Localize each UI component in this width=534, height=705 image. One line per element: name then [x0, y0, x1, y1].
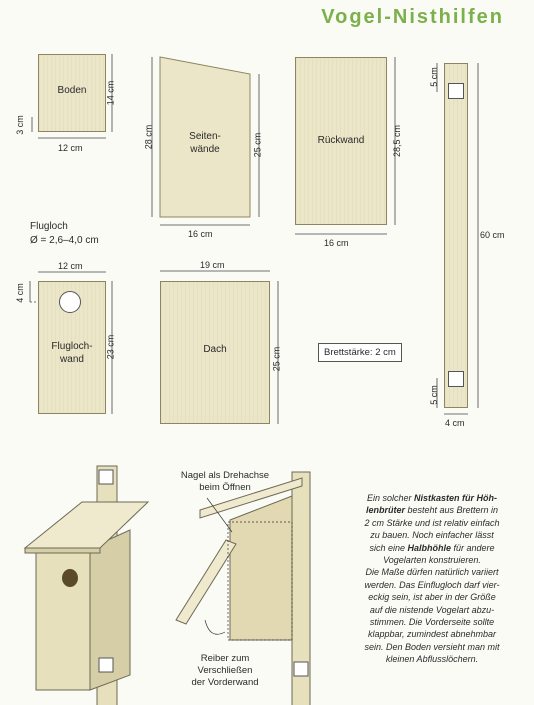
flugloch-hole-dim: 4 cm	[14, 283, 25, 303]
reiber-note-3: der Vorderwand	[191, 677, 259, 688]
seitenwand-width-dim: 16 cm	[188, 229, 213, 239]
rueckwand-width-dim: 16 cm	[324, 238, 349, 248]
page-title: Vogel-Nisthilfen	[321, 6, 504, 28]
fluglochwand-label-1: Flugloch-	[51, 341, 93, 352]
boden-hole-dim: 3 cm	[14, 115, 25, 135]
rail-bottom-dim: 5 cm	[428, 385, 439, 405]
seitenwand-height2-dim: 25 cm	[252, 132, 263, 158]
rueckwand-label: Rückwand	[317, 135, 365, 146]
flugloch-note-1: Flugloch	[30, 221, 68, 232]
entrance-hole	[59, 291, 81, 313]
screw-plate-bottom-icon	[448, 371, 464, 387]
brettstaerke-note: Brettstärke: 2 cm	[318, 343, 402, 362]
aufhaengeleiste-board	[444, 63, 468, 408]
boden-label: Boden	[57, 85, 87, 96]
dach-width-dim: 19 cm	[200, 260, 225, 270]
nagel-note-1: Nagel als Drehachse	[180, 470, 270, 481]
rueckwand-height-dim: 28,5 cm	[392, 124, 403, 158]
reiber-note-2: Verschließen	[197, 665, 253, 676]
dach-height-dim: 25 cm	[271, 346, 282, 372]
boden-height-dim: 14 cm	[105, 80, 116, 106]
nagel-note-2: beim Öffnen	[199, 482, 251, 493]
info-text: Ein solcher Nistkasten für Höh- lenbrüter besteht aus Brettern in 2 cm Stärke und ist relativ einfach zu bauen. Noch einfacher lässt sich eine Halbhöhle für andere Vogelarten konstruieren. Die Maße dürfen natürlich variiert werden. Das Einflugloch darf vier- eckig sein, ist aber in der Größe auf die nistende Vogelart abzu- stimmen. Die Vorderseite sollte klappbar, zumindest abnehmbar sein. Den Boden versieht man mit kleinen Abflusslöchern.	[364, 493, 500, 665]
seitenwand-label-1: Seiten-	[189, 131, 221, 142]
reiber-note-1: Reiber zum	[200, 653, 250, 664]
flugloch-width-dim: 12 cm	[58, 261, 83, 271]
boden-width-dim: 12 cm	[58, 143, 83, 153]
flugloch-height-dim: 23 cm	[105, 334, 116, 360]
screw-plate-top-icon	[448, 83, 464, 99]
fluglochwand-label-2: wand	[60, 354, 84, 365]
dach-label: Dach	[203, 344, 227, 355]
rail-top-dim: 5 cm	[428, 67, 439, 87]
seitenwand-height-dim: 28 cm	[143, 124, 154, 150]
flugloch-note-2: Ø = 2,6–4,0 cm	[30, 235, 99, 246]
seitenwand-label-2: wände	[190, 144, 220, 155]
rail-width-dim: 4 cm	[445, 418, 465, 428]
rail-length-dim: 60 cm	[480, 230, 505, 240]
